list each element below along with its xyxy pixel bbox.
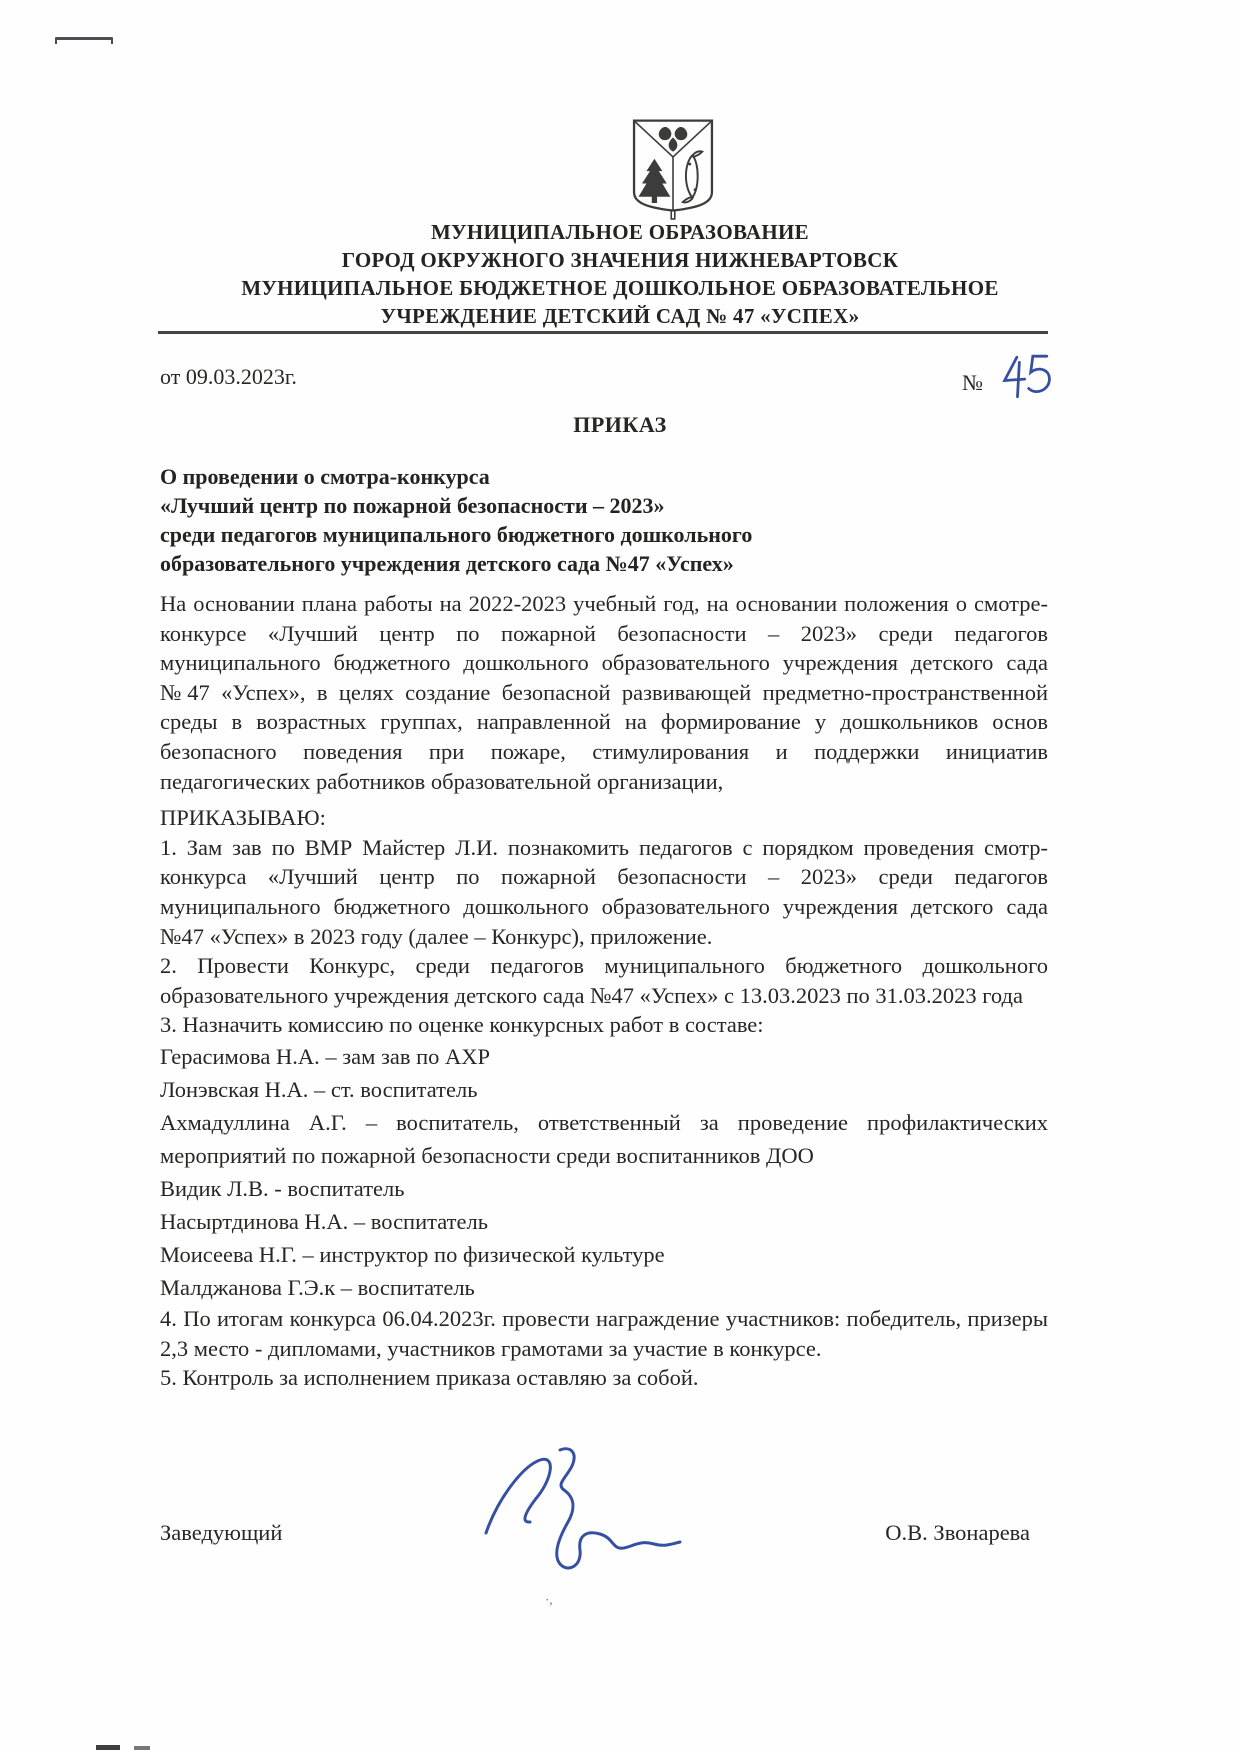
committee-member: Насыртдинова Н.А. – воспитатель bbox=[160, 1208, 488, 1234]
org-header-line: МУНИЦИПАЛЬНОЕ ОБРАЗОВАНИЕ bbox=[431, 220, 809, 244]
order-item-3: 3. Назначить комиссию по оценке конкурсных работ в составе: bbox=[160, 1012, 764, 1038]
scan-staple-mark bbox=[55, 36, 113, 44]
committee-member: Герасимова Н.А. – зам зав по АХР bbox=[160, 1043, 491, 1069]
subject-line: среди педагогов муниципального бюджетного дошкольного bbox=[160, 522, 753, 547]
order-subject bbox=[160, 462, 1048, 578]
org-header-line: УЧРЕЖДЕНИЕ ДЕТСКИЙ САД № 47 «УСПЕХ» bbox=[380, 304, 860, 328]
order-date: от 09.03.2023г. bbox=[160, 364, 297, 389]
order-item-2: 2. Провести Конкурс, среди педагогов муниципального бюджетного дошкольного образовательного учреждения детского сада №47 «Успех» с 13.03.2023 по 31.03.2023 года bbox=[160, 953, 1048, 1008]
subject-line: «Лучший центр по пожарной безопасности – 2023» bbox=[160, 493, 665, 518]
committee-member: Малджанова Г.Э.к – воспитатель bbox=[160, 1274, 475, 1300]
committee-member: Лонэвская Н.А. – ст. воспитатель bbox=[160, 1076, 478, 1102]
order-item-5: 5. Контроль за исполнением приказа оставляю за собой. bbox=[160, 1365, 699, 1391]
scan-speck bbox=[96, 1745, 120, 1750]
handwritten-signature-icon bbox=[468, 1438, 698, 1588]
order-body bbox=[160, 589, 1048, 1393]
nizhnevartovsk-coat-of-arms-icon bbox=[628, 118, 718, 226]
committee-member: Моисеева Н.Г. – инструктор по физической культуре bbox=[160, 1241, 665, 1267]
header-divider-line bbox=[158, 331, 1048, 334]
signer-position: Заведующий bbox=[160, 1520, 283, 1545]
subject-line: О проведении о смотра-конкурса bbox=[160, 464, 490, 489]
preamble-paragraph: На основании плана работы на 2022-2023 учебный год, на основании положения о смотре-конкурсе «Лучший центр по пожарной безопасности – 2023» среди педагогов муниципального бюджетного дошкольного образовательного учреждения детского сада №47 «Успех», в целях создание безопасной развивающей предметно-пространственной среды в возрастных группах, направленной на формирование у дошкольников основ безопасного поведения при пожаре, стимулирования и поддержки инициатив педагогических работников образовательной организации, bbox=[160, 591, 1048, 794]
order-item-1: 1. Зам зав по ВМР Майстер Л.И. познакомить педагогов с порядком проведения смотр-конкурса «Лучший центр по пожарной безопасности – 2023» среди педагогов муниципального бюджетного дошкольного образовательного учреждения детского сада №47 «Успех» в 2023 году (далее – Конкурс), приложение. bbox=[160, 834, 1048, 949]
org-header-line: МУНИЦИПАЛЬНОЕ БЮДЖЕТНОЕ ДОШКОЛЬНОЕ ОБРАЗОВАТЕЛЬНОЕ bbox=[241, 276, 999, 300]
signature-row bbox=[160, 1516, 1048, 1556]
number-sign-label: № bbox=[962, 370, 983, 395]
subject-line: образовательного учреждения детского сада №47 «Успех» bbox=[160, 551, 734, 576]
org-header-line: ГОРОД ОКРУЖНОГО ЗНАЧЕНИЯ НИЖНЕВАРТОВСК bbox=[341, 248, 899, 272]
order-number-handwritten bbox=[996, 350, 1065, 402]
command-word: ПРИКАЗЫВАЮ: bbox=[160, 805, 326, 831]
scan-speck bbox=[134, 1746, 150, 1750]
order-title: ПРИКАЗ bbox=[573, 412, 667, 437]
scan-speck: ·, bbox=[545, 1592, 553, 1607]
date-number-row bbox=[160, 358, 1048, 398]
signer-name: О.В. Звонарева bbox=[885, 1520, 1030, 1545]
committee-member: Ахмадуллина А.Г. – воспитатель, ответственный за проведение профилактических мероприятий по пожарной безопасности среди воспитанников ДОО bbox=[160, 1109, 1048, 1168]
order-item-4: 4. По итогам конкурса 06.04.2023г. провести награждение участников: победитель, призеры 2,3 место - дипломами, участников грамотами за участие в конкурсе. bbox=[160, 1305, 1048, 1361]
organization-header bbox=[120, 218, 1120, 330]
committee-member: Видик Л.В. - воспитатель bbox=[160, 1175, 405, 1201]
